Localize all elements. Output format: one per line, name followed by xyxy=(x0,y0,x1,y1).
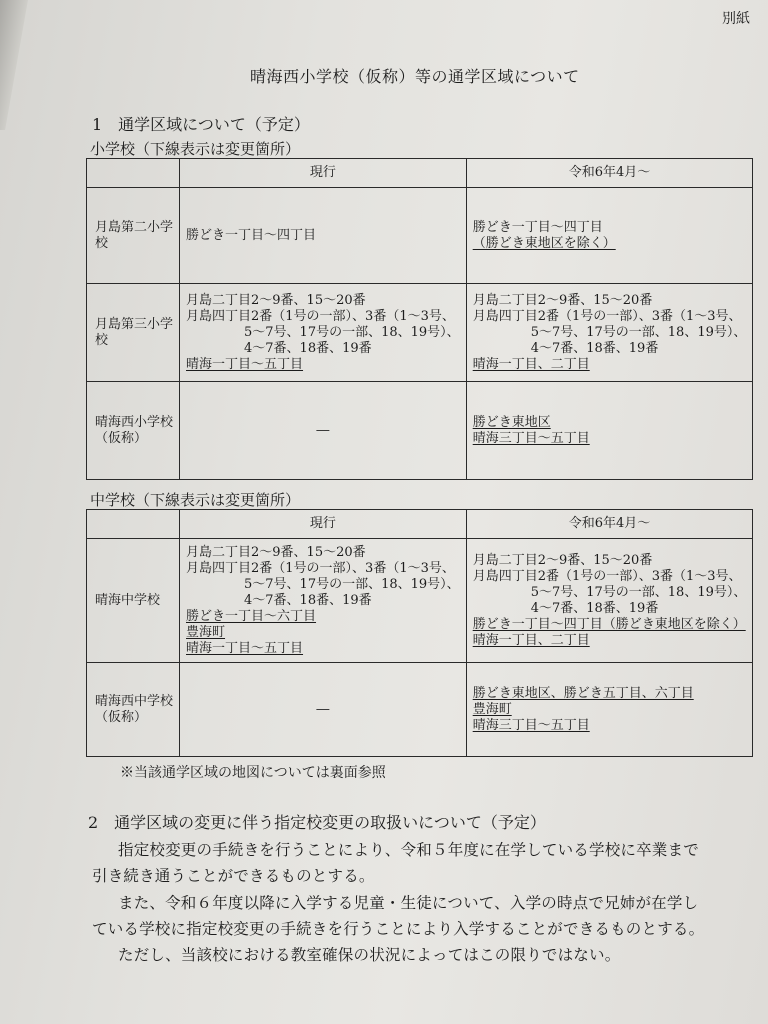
paragraph-line: ている学校に指定校変更の手続きを行うことにより入学することができるものとする。 xyxy=(92,920,705,938)
current-area: 勝どき一丁目～四丁目 xyxy=(180,188,467,284)
page-fold-shadow xyxy=(0,0,28,130)
current-area: 月島二丁目2～9番、15～20番 月島四丁目2番（1号の一部）、3番（1～3号、 5～7号、17号の一部、18、19号）、 4～7番、18番、19番 勝どき一丁目～六丁目 豊海町 晴海一丁目～五丁目 xyxy=(180,539,467,663)
junior-table xyxy=(86,509,753,757)
new-area: 勝どき東地区 晴海三丁目～五丁目 xyxy=(466,382,753,480)
school-name: 月島第三小学校 xyxy=(87,284,180,382)
elementary-table xyxy=(86,158,753,480)
header-empty xyxy=(87,510,180,539)
table-header-row xyxy=(87,510,753,539)
new-area: 勝どき東地区、勝どき五丁目、六丁目 豊海町 晴海三丁目～五丁目 xyxy=(466,663,753,757)
elementary-caption: 小学校（下線表示は変更箇所） xyxy=(90,140,301,158)
table-row xyxy=(87,663,753,757)
paragraph-line: また、令和６年度以降に入学する児童・生徒について、入学の時点で兄姉が在学し xyxy=(118,894,699,912)
header-current: 現行 xyxy=(180,510,467,539)
new-area: 月島二丁目2～9番、15～20番 月島四丁目2番（1号の一部）、3番（1～3号、 5～7号、17号の一部、18、19号）、 4～7番、18番、19番 勝どき一丁目～四丁目（勝どき東地区を除く） 晴海一丁目、二丁目 xyxy=(466,539,753,663)
map-note: ※当該通学区域の地図については裏面参照 xyxy=(120,765,386,781)
table-row xyxy=(87,382,753,480)
section2-heading: 2 通学区域の変更に伴う指定校変更の取扱いについて（予定） xyxy=(88,813,546,832)
section1-heading: 1 通学区域について（予定） xyxy=(92,115,310,134)
paragraph-line: 指定校変更の手続きを行うことにより、令和５年度に在学している学校に卒業まで xyxy=(118,841,699,859)
school-name: 晴海西中学校 （仮称） xyxy=(87,663,180,757)
school-name: 晴海中学校 xyxy=(87,539,180,663)
table-header-row xyxy=(87,159,753,188)
paragraph-line: 引き続き通うことができるものとする。 xyxy=(92,867,375,885)
new-area: 勝どき一丁目～四丁目 （勝どき東地区を除く） xyxy=(466,188,753,284)
junior-caption: 中学校（下線表示は変更箇所） xyxy=(90,491,301,509)
document-title: 晴海西小学校（仮称）等の通学区域について xyxy=(250,67,580,86)
current-area: 月島二丁目2～9番、15～20番 月島四丁目2番（1号の一部）、3番（1～3号、 5～7号、17号の一部、18、19号）、 4～7番、18番、19番 晴海一丁目～五丁目 xyxy=(180,284,467,382)
table-row xyxy=(87,539,753,663)
school-name: 月島第二小学校 xyxy=(87,188,180,284)
corner-label: 別紙 xyxy=(722,11,750,27)
current-area: ― xyxy=(180,382,467,480)
header-current: 現行 xyxy=(180,159,467,188)
school-name: 晴海西小学校 （仮称） xyxy=(87,382,180,480)
table-row xyxy=(87,284,753,382)
paragraph-line: ただし、当該校における教室確保の状況によってはこの限りではない。 xyxy=(118,946,621,964)
header-empty xyxy=(87,159,180,188)
new-area: 月島二丁目2～9番、15～20番 月島四丁目2番（1号の一部）、3番（1～3号、 5～7号、17号の一部、18、19号）、 4～7番、18番、19番 晴海一丁目、二丁目 xyxy=(466,284,753,382)
header-new: 令和6年4月～ xyxy=(466,159,753,188)
current-area: ― xyxy=(180,663,467,757)
table-row xyxy=(87,188,753,284)
header-new: 令和6年4月～ xyxy=(466,510,753,539)
